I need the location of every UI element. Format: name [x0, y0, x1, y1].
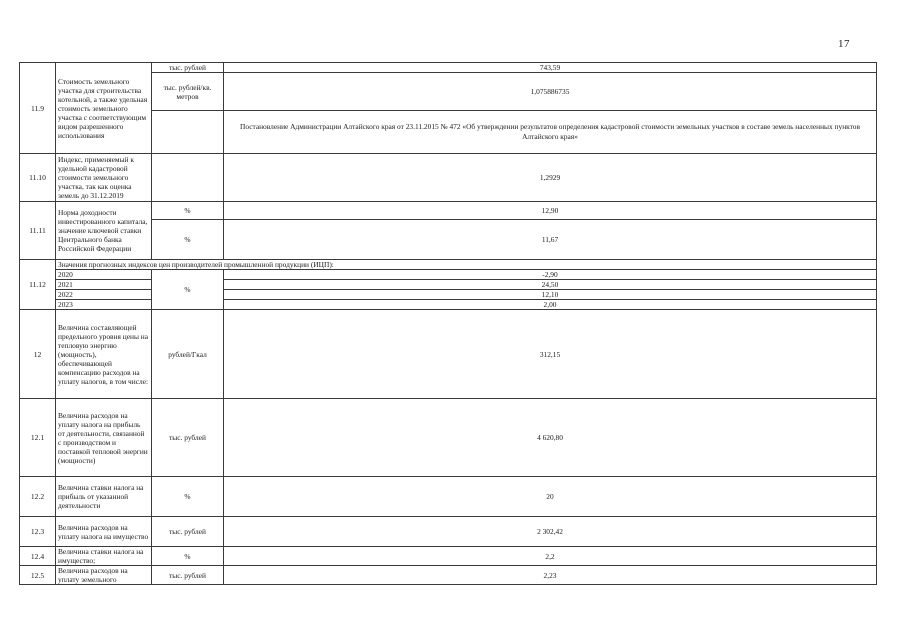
row-code: 12.4 [20, 547, 56, 566]
year-label: 2022 [56, 290, 152, 300]
year-label: 2023 [56, 300, 152, 310]
table-row [20, 477, 877, 517]
row-name: Стоимость земельного участка для строительства котельной, а также удельная стоимость земельного участка с соответствующим видом разрешенного использования [56, 63, 152, 154]
row-value: 1,2929 [224, 154, 877, 202]
table-row [20, 154, 877, 202]
empty-unit-cell [152, 154, 224, 202]
row-value: -2,90 [224, 270, 877, 280]
table-row [20, 300, 877, 310]
row-value: 2,23 [224, 566, 877, 585]
tariff-parameters-table [19, 62, 877, 585]
row-value: 2 302,42 [224, 517, 877, 547]
row-code: 11.12 [20, 260, 56, 310]
row-value: 11,67 [224, 220, 877, 260]
row-name: Индекс, применяемый к удельной кадастровой стоимости земельного участка, так как оценка земель до 31.12.2019 [56, 154, 152, 202]
row-value: 12,10 [224, 290, 877, 300]
year-label: 2020 [56, 270, 152, 280]
row-name: Норма доходности инвестированного капитала, значение ключевой ставки Центрального банка Российской Федерации [56, 202, 152, 260]
row-unit: тыс. рублей [152, 399, 224, 477]
row-value: 1,075886735 [224, 73, 877, 111]
row-unit: тыс. рублей [152, 517, 224, 547]
row-unit: тыс. рублей [152, 63, 224, 73]
row-value: 743,59 [224, 63, 877, 73]
row-value: 12,90 [224, 202, 877, 220]
table-row [20, 399, 877, 477]
row-name: Величина ставки налога на прибыль от указанной деятельности [56, 477, 152, 517]
row-unit: рублей/Гкал [152, 310, 224, 399]
table-row [20, 566, 877, 585]
year-label: 2021 [56, 280, 152, 290]
row-unit: тыс. рублей/кв. метров [152, 73, 224, 111]
row-unit: % [152, 477, 224, 517]
row-code: 11.11 [20, 202, 56, 260]
row-code: 12.1 [20, 399, 56, 477]
row-unit: % [152, 202, 224, 220]
row-value: 20 [224, 477, 877, 517]
table-row [20, 260, 877, 270]
row-name: Величина расходов на уплату налога на имущество [56, 517, 152, 547]
row-code: 11.10 [20, 154, 56, 202]
row-value: 2,2 [224, 547, 877, 566]
table-row [20, 202, 877, 220]
table-row [20, 290, 877, 300]
table-row [20, 280, 877, 290]
row-value: 2,00 [224, 300, 877, 310]
row-code: 12.3 [20, 517, 56, 547]
row-value: 4 620,80 [224, 399, 877, 477]
row-code: 12 [20, 310, 56, 399]
table-row [20, 547, 877, 566]
row-value: 24,50 [224, 280, 877, 290]
table-row [20, 63, 877, 73]
table-row [20, 310, 877, 399]
row-code: 11.9 [20, 63, 56, 154]
row-name: Величина ставки налога на имущество; [56, 547, 152, 566]
empty-unit-cell [152, 111, 224, 154]
row-name: Величина расходов на уплату налога на прибыль от деятельности, связанной с производством и поставкой тепловой энергии (мощности) [56, 399, 152, 477]
row-value: 312,15 [224, 310, 877, 399]
page-number: 17 [838, 38, 850, 50]
resolution-reference: Постановление Администрации Алтайского края от 23.11.2015 № 472 «Об утверждении результатов определения кадастровой стоимости земельных участков в составе земель населенных пунктов Алтайского края» [224, 111, 877, 154]
row-name: Величина расходов на уплату земельного [56, 566, 152, 585]
row-unit: тыс. рублей [152, 566, 224, 585]
row-code: 12.5 [20, 566, 56, 585]
row-unit: % [152, 220, 224, 260]
row-code: 12.2 [20, 477, 56, 517]
table-row [20, 270, 877, 280]
row-name: Величина составляющей предельного уровня цены на тепловую энергию (мощность), обеспечивающей компенсацию расходов на уплату налогов, в том числе: [56, 310, 152, 399]
row-unit: % [152, 547, 224, 566]
ipc-header: Значения прогнозных индексов цен производителей промышленной продукции (ИЦП): [56, 260, 877, 270]
table-row [20, 517, 877, 547]
row-unit: % [152, 270, 224, 310]
